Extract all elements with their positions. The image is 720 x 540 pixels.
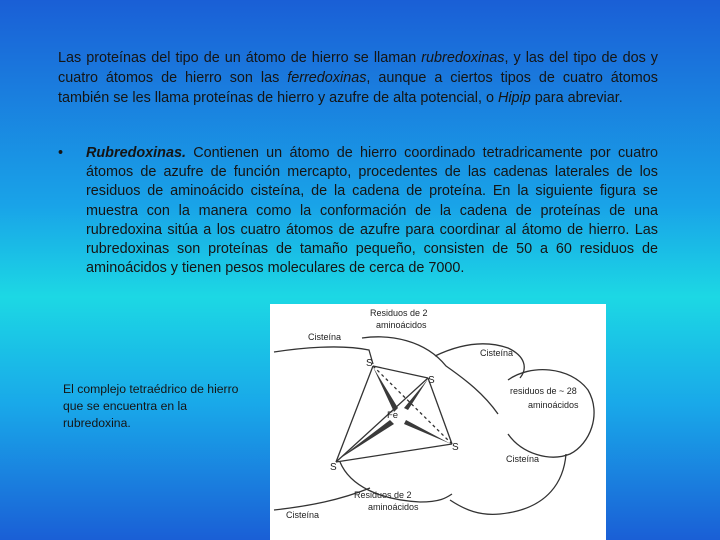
edge-s1-s2 xyxy=(373,366,428,378)
bullet-item xyxy=(58,144,658,278)
label-residuos-28-1: residuos de ~ 28 xyxy=(510,386,577,396)
atom-label-s1: S xyxy=(366,358,373,369)
bullet-marker: • xyxy=(58,145,64,161)
chain-right-loop xyxy=(508,370,594,457)
label-residuos-bottom-2: aminoácidos xyxy=(368,502,419,512)
bullet-body: Contienen un átomo de hierro coordinado tetradricamente por cuatro átomos de azufre de función mercapto, procedentes de las cadenas laterales de los residuos de aminoácido cisteína, de la cadena de proteína. En la siguiente figura se muestra con la manera como la conformación de la cadena de proteínas de una rubredoxina sitúa a los cuatro átomos de azufre para coordinar al átomo de hierro. Las rubredoxinas son proteínas de tamaño pequeño, consisten de 50 a 60 residuos de aminoácidos y tienen pesos moleculares de cerca de 7000. xyxy=(86,145,658,277)
label-residuos-top-1: Residuos de 2 xyxy=(370,308,428,318)
bullet-paragraph xyxy=(86,144,658,278)
intro-text-3: , aunque a ciertos tipos de cuatro átomos también se les llama proteínas de hierro y azufre de alta potencial, o xyxy=(58,70,658,107)
intro-text-1: Las proteínas del tipo de un átomo de hierro se llaman xyxy=(58,50,422,66)
label-residuos-top-2: aminoácidos xyxy=(376,320,427,330)
chain-left-top xyxy=(274,347,373,364)
intro-term-rubredoxinas: rubredoxinas xyxy=(421,50,505,66)
intro-term-hipip: Hipip xyxy=(497,90,531,107)
rubredoxin-diagram xyxy=(270,304,606,540)
label-cisteina-right: Cisteína xyxy=(506,454,540,464)
bullet-term: Rubredoxinas. xyxy=(86,145,186,161)
figure-caption: El complejo tetraédrico de hierro que se encuentra en la rubredoxina. xyxy=(63,382,239,430)
intro-paragraph xyxy=(58,48,658,109)
label-cisteina-bottom-left: Cisteína xyxy=(286,510,320,520)
intro-text-4: para abreviar. xyxy=(530,90,623,107)
intro-term-ferredoxinas: ferredoxinas xyxy=(287,70,367,87)
intro-text-2: , y las del tipo de dos y cuatro átomos de hierro son las xyxy=(58,50,658,87)
label-cisteina-top-left: Cisteína xyxy=(308,332,342,342)
edge-s1-s4 xyxy=(373,366,452,444)
label-cisteina-top-right: Cisteína xyxy=(480,348,514,358)
label-residuos-28-2: aminoácidos xyxy=(528,400,579,410)
rubredoxin-figure xyxy=(270,304,606,540)
atom-label-s4: S xyxy=(452,442,459,453)
atom-label-fe: Fe xyxy=(387,410,399,421)
atom-label-s2: S xyxy=(428,375,435,386)
label-residuos-bottom-1: Residuos de 2 xyxy=(354,490,412,500)
atom-label-s3: S xyxy=(330,462,337,473)
